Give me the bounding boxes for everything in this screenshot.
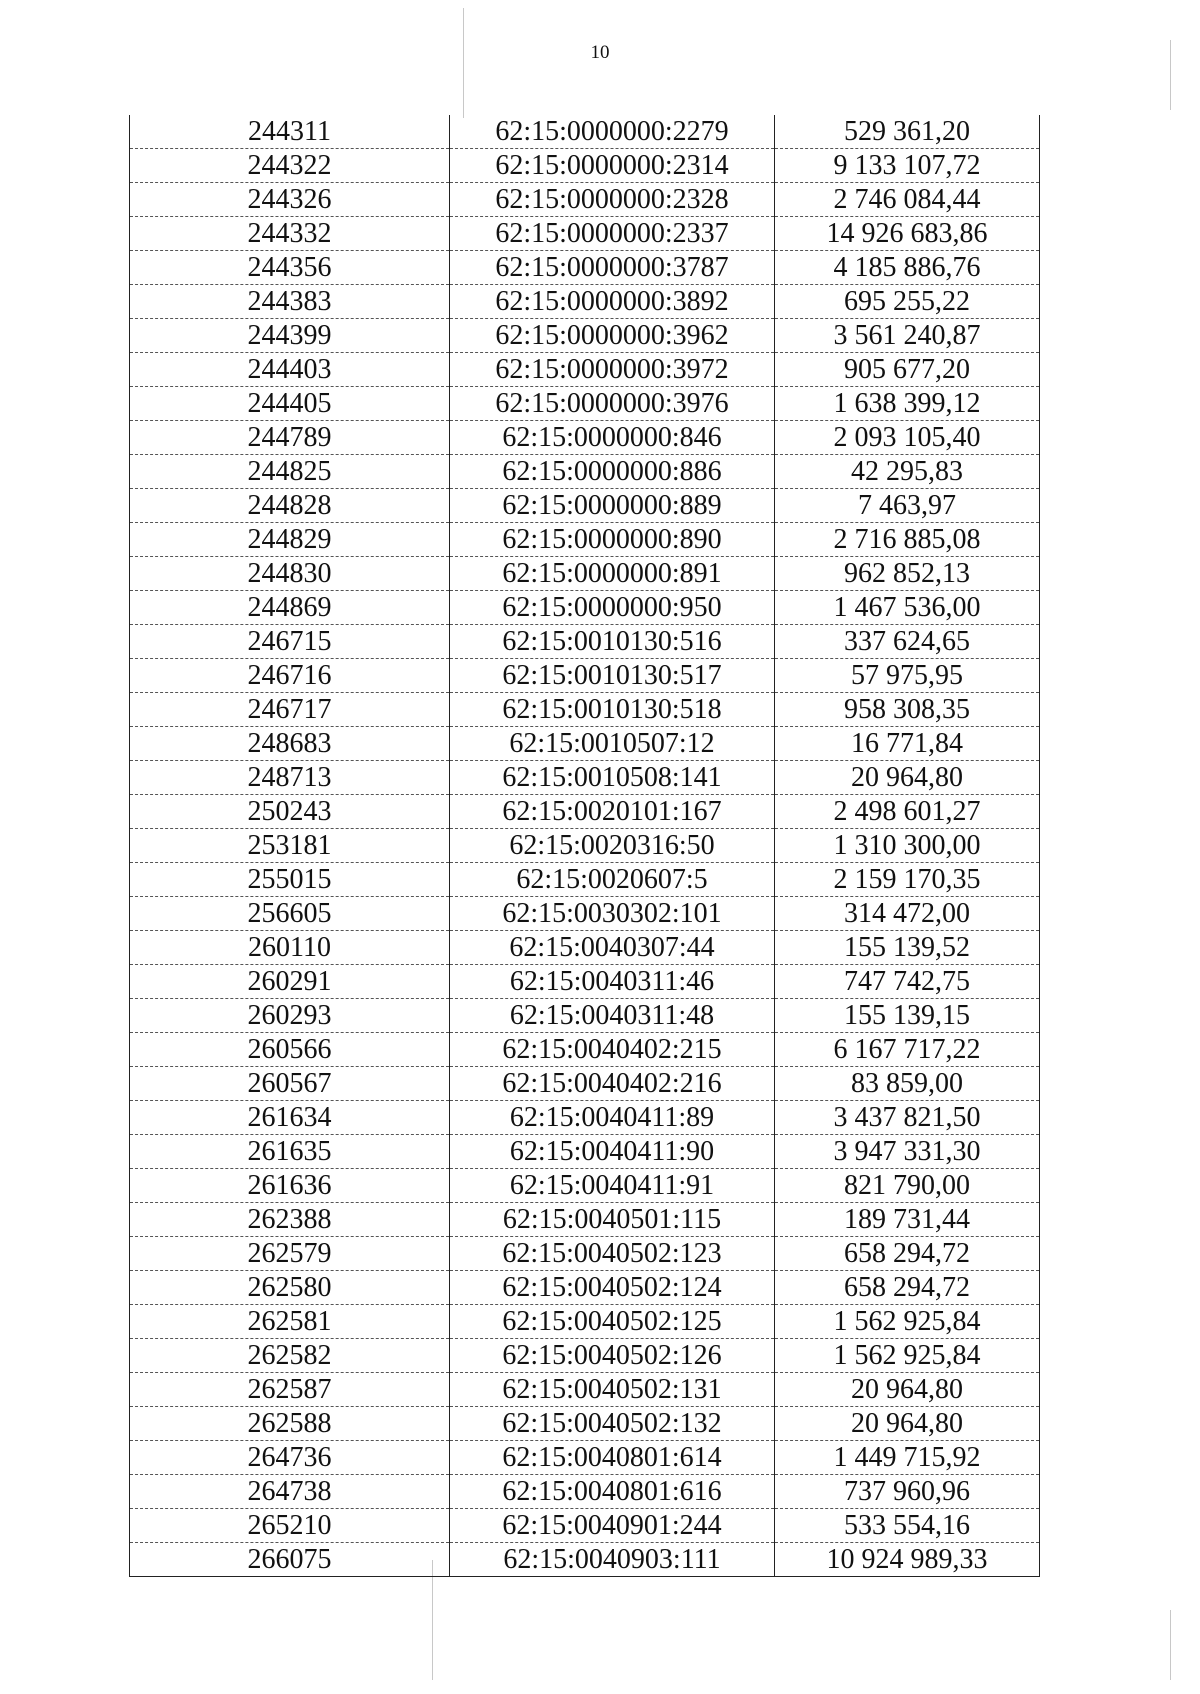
- row-id-cell: 265210: [130, 1509, 450, 1543]
- value-cell: 529 361,20: [775, 115, 1040, 149]
- cadastral-value-table: [129, 115, 1040, 1577]
- row-id-cell: 260110: [130, 931, 450, 965]
- row-id-cell: 260567: [130, 1067, 450, 1101]
- row-id-cell: 261634: [130, 1101, 450, 1135]
- row-id-cell: 262587: [130, 1373, 450, 1407]
- cadastral-number-cell: 62:15:0040801:616: [450, 1475, 775, 1509]
- table-row: [130, 727, 1040, 761]
- table-row: [130, 1305, 1040, 1339]
- table-row: [130, 965, 1040, 999]
- cadastral-number-cell: 62:15:0020316:50: [450, 829, 775, 863]
- cadastral-number-cell: 62:15:0040311:48: [450, 999, 775, 1033]
- cadastral-number-cell: 62:15:0000000:890: [450, 523, 775, 557]
- table-row: [130, 455, 1040, 489]
- table-row: [130, 1237, 1040, 1271]
- row-id-cell: 255015: [130, 863, 450, 897]
- table-row: [130, 931, 1040, 965]
- cadastral-number-cell: 62:15:0040502:131: [450, 1373, 775, 1407]
- value-cell: 57 975,95: [775, 659, 1040, 693]
- row-id-cell: 246717: [130, 693, 450, 727]
- table-row: [130, 1067, 1040, 1101]
- cadastral-number-cell: 62:15:0000000:891: [450, 557, 775, 591]
- value-cell: 337 624,65: [775, 625, 1040, 659]
- row-id-cell: 244789: [130, 421, 450, 455]
- value-cell: 737 960,96: [775, 1475, 1040, 1509]
- cadastral-number-cell: 62:15:0040502:126: [450, 1339, 775, 1373]
- value-cell: 962 852,13: [775, 557, 1040, 591]
- row-id-cell: 248713: [130, 761, 450, 795]
- value-cell: 658 294,72: [775, 1237, 1040, 1271]
- table-row: [130, 1033, 1040, 1067]
- value-cell: 20 964,80: [775, 1407, 1040, 1441]
- value-cell: 20 964,80: [775, 761, 1040, 795]
- row-id-cell: 244405: [130, 387, 450, 421]
- value-cell: 533 554,16: [775, 1509, 1040, 1543]
- table-row: [130, 489, 1040, 523]
- table-row: [130, 897, 1040, 931]
- row-id-cell: 262582: [130, 1339, 450, 1373]
- cadastral-number-cell: 62:15:0040402:216: [450, 1067, 775, 1101]
- row-id-cell: 260566: [130, 1033, 450, 1067]
- page-number: 10: [590, 42, 610, 63]
- value-cell: 9 133 107,72: [775, 149, 1040, 183]
- table-row: [130, 523, 1040, 557]
- row-id-cell: 260293: [130, 999, 450, 1033]
- row-id-cell: 244825: [130, 455, 450, 489]
- value-cell: 155 139,52: [775, 931, 1040, 965]
- row-id-cell: 246716: [130, 659, 450, 693]
- cadastral-number-cell: 62:15:0000000:886: [450, 455, 775, 489]
- cadastral-number-cell: 62:15:0000000:3976: [450, 387, 775, 421]
- row-id-cell: 244356: [130, 251, 450, 285]
- value-cell: 83 859,00: [775, 1067, 1040, 1101]
- table-row: [130, 591, 1040, 625]
- table-row: [130, 251, 1040, 285]
- row-id-cell: 244322: [130, 149, 450, 183]
- table-row: [130, 557, 1040, 591]
- cadastral-number-cell: 62:15:0040801:614: [450, 1441, 775, 1475]
- value-cell: 10 924 989,33: [775, 1543, 1040, 1577]
- cadastral-number-cell: 62:15:0020101:167: [450, 795, 775, 829]
- table-row: [130, 761, 1040, 795]
- cadastral-number-cell: 62:15:0040411:91: [450, 1169, 775, 1203]
- cadastral-number-cell: 62:15:0000000:2328: [450, 183, 775, 217]
- value-cell: 2 093 105,40: [775, 421, 1040, 455]
- row-id-cell: 248683: [130, 727, 450, 761]
- value-cell: 958 308,35: [775, 693, 1040, 727]
- table-row: [130, 659, 1040, 693]
- value-cell: 2 716 885,08: [775, 523, 1040, 557]
- table-row: [130, 183, 1040, 217]
- row-id-cell: 244830: [130, 557, 450, 591]
- value-cell: 3 947 331,30: [775, 1135, 1040, 1169]
- cadastral-number-cell: 62:15:0010507:12: [450, 727, 775, 761]
- row-id-cell: 244403: [130, 353, 450, 387]
- scan-fold-line: [432, 1560, 433, 1680]
- row-id-cell: 244332: [130, 217, 450, 251]
- row-id-cell: 244829: [130, 523, 450, 557]
- row-id-cell: 244383: [130, 285, 450, 319]
- value-cell: 7 463,97: [775, 489, 1040, 523]
- value-cell: 20 964,80: [775, 1373, 1040, 1407]
- cadastral-number-cell: 62:15:0000000:889: [450, 489, 775, 523]
- value-cell: 1 449 715,92: [775, 1441, 1040, 1475]
- table-row: [130, 829, 1040, 863]
- cadastral-number-cell: 62:15:0040307:44: [450, 931, 775, 965]
- cadastral-number-cell: 62:15:0030302:101: [450, 897, 775, 931]
- value-cell: 189 731,44: [775, 1203, 1040, 1237]
- table-row: [130, 115, 1040, 149]
- table-row: [130, 795, 1040, 829]
- row-id-cell: 244311: [130, 115, 450, 149]
- value-cell: 2 746 084,44: [775, 183, 1040, 217]
- cadastral-number-cell: 62:15:0040411:89: [450, 1101, 775, 1135]
- table-row: [130, 1169, 1040, 1203]
- value-cell: 1 638 399,12: [775, 387, 1040, 421]
- table-body: [130, 115, 1040, 1577]
- table-row: [130, 999, 1040, 1033]
- table-row: [130, 1475, 1040, 1509]
- row-id-cell: 244828: [130, 489, 450, 523]
- table-row: [130, 421, 1040, 455]
- cadastral-number-cell: 62:15:0010130:516: [450, 625, 775, 659]
- table-row: [130, 1101, 1040, 1135]
- value-cell: 905 677,20: [775, 353, 1040, 387]
- cadastral-number-cell: 62:15:0010130:517: [450, 659, 775, 693]
- value-cell: 695 255,22: [775, 285, 1040, 319]
- row-id-cell: 262388: [130, 1203, 450, 1237]
- cadastral-number-cell: 62:15:0010130:518: [450, 693, 775, 727]
- row-id-cell: 266075: [130, 1543, 450, 1577]
- cadastral-number-cell: 62:15:0000000:846: [450, 421, 775, 455]
- row-id-cell: 244399: [130, 319, 450, 353]
- table-row: [130, 217, 1040, 251]
- table-row: [130, 285, 1040, 319]
- value-cell: 2 498 601,27: [775, 795, 1040, 829]
- value-cell: 155 139,15: [775, 999, 1040, 1033]
- row-id-cell: 261636: [130, 1169, 450, 1203]
- cadastral-number-cell: 62:15:0000000:950: [450, 591, 775, 625]
- row-id-cell: 250243: [130, 795, 450, 829]
- cadastral-number-cell: 62:15:0000000:2337: [450, 217, 775, 251]
- value-cell: 821 790,00: [775, 1169, 1040, 1203]
- table-row: [130, 149, 1040, 183]
- table-row: [130, 319, 1040, 353]
- scan-fold-line: [463, 8, 464, 118]
- cadastral-number-cell: 62:15:0000000:2314: [450, 149, 775, 183]
- value-cell: 1 467 536,00: [775, 591, 1040, 625]
- cadastral-number-cell: 62:15:0040501:115: [450, 1203, 775, 1237]
- value-cell: 1 310 300,00: [775, 829, 1040, 863]
- value-cell: 14 926 683,86: [775, 217, 1040, 251]
- table-row: [130, 1135, 1040, 1169]
- table-row: [130, 1407, 1040, 1441]
- cadastral-number-cell: 62:15:0040901:244: [450, 1509, 775, 1543]
- value-cell: 16 771,84: [775, 727, 1040, 761]
- value-cell: 3 561 240,87: [775, 319, 1040, 353]
- row-id-cell: 260291: [130, 965, 450, 999]
- value-cell: 42 295,83: [775, 455, 1040, 489]
- table-row: [130, 1509, 1040, 1543]
- value-cell: 1 562 925,84: [775, 1305, 1040, 1339]
- table-row: [130, 625, 1040, 659]
- value-cell: 314 472,00: [775, 897, 1040, 931]
- cadastral-number-cell: 62:15:0040502:132: [450, 1407, 775, 1441]
- cadastral-number-cell: 62:15:0000000:3972: [450, 353, 775, 387]
- table-row: [130, 1271, 1040, 1305]
- row-id-cell: 264736: [130, 1441, 450, 1475]
- value-cell: 3 437 821,50: [775, 1101, 1040, 1135]
- cadastral-number-cell: 62:15:0040502:123: [450, 1237, 775, 1271]
- table-row: [130, 863, 1040, 897]
- row-id-cell: 244869: [130, 591, 450, 625]
- cadastral-number-cell: 62:15:0040411:90: [450, 1135, 775, 1169]
- scan-edge-line: [1170, 1610, 1171, 1680]
- row-id-cell: 244326: [130, 183, 450, 217]
- row-id-cell: 261635: [130, 1135, 450, 1169]
- cadastral-number-cell: 62:15:0000000:3962: [450, 319, 775, 353]
- cadastral-number-cell: 62:15:0040903:111: [450, 1543, 775, 1577]
- table-row: [130, 693, 1040, 727]
- row-id-cell: 253181: [130, 829, 450, 863]
- cadastral-number-cell: 62:15:0000000:3892: [450, 285, 775, 319]
- table-row: [130, 353, 1040, 387]
- value-cell: 2 159 170,35: [775, 863, 1040, 897]
- cadastral-number-cell: 62:15:0000000:2279: [450, 115, 775, 149]
- row-id-cell: 262580: [130, 1271, 450, 1305]
- table-row: [130, 1441, 1040, 1475]
- cadastral-number-cell: 62:15:0040311:46: [450, 965, 775, 999]
- row-id-cell: 262588: [130, 1407, 450, 1441]
- scan-edge-line: [1170, 40, 1171, 110]
- row-id-cell: 262581: [130, 1305, 450, 1339]
- table-row: [130, 1339, 1040, 1373]
- value-cell: 658 294,72: [775, 1271, 1040, 1305]
- table-row: [130, 1373, 1040, 1407]
- cadastral-number-cell: 62:15:0040502:124: [450, 1271, 775, 1305]
- row-id-cell: 246715: [130, 625, 450, 659]
- table-row: [130, 1543, 1040, 1577]
- row-id-cell: 262579: [130, 1237, 450, 1271]
- row-id-cell: 264738: [130, 1475, 450, 1509]
- row-id-cell: 256605: [130, 897, 450, 931]
- value-cell: 1 562 925,84: [775, 1339, 1040, 1373]
- table-row: [130, 1203, 1040, 1237]
- cadastral-number-cell: 62:15:0010508:141: [450, 761, 775, 795]
- value-cell: 747 742,75: [775, 965, 1040, 999]
- value-cell: 4 185 886,76: [775, 251, 1040, 285]
- cadastral-number-cell: 62:15:0000000:3787: [450, 251, 775, 285]
- cadastral-number-cell: 62:15:0040402:215: [450, 1033, 775, 1067]
- table-row: [130, 387, 1040, 421]
- cadastral-number-cell: 62:15:0020607:5: [450, 863, 775, 897]
- value-cell: 6 167 717,22: [775, 1033, 1040, 1067]
- cadastral-number-cell: 62:15:0040502:125: [450, 1305, 775, 1339]
